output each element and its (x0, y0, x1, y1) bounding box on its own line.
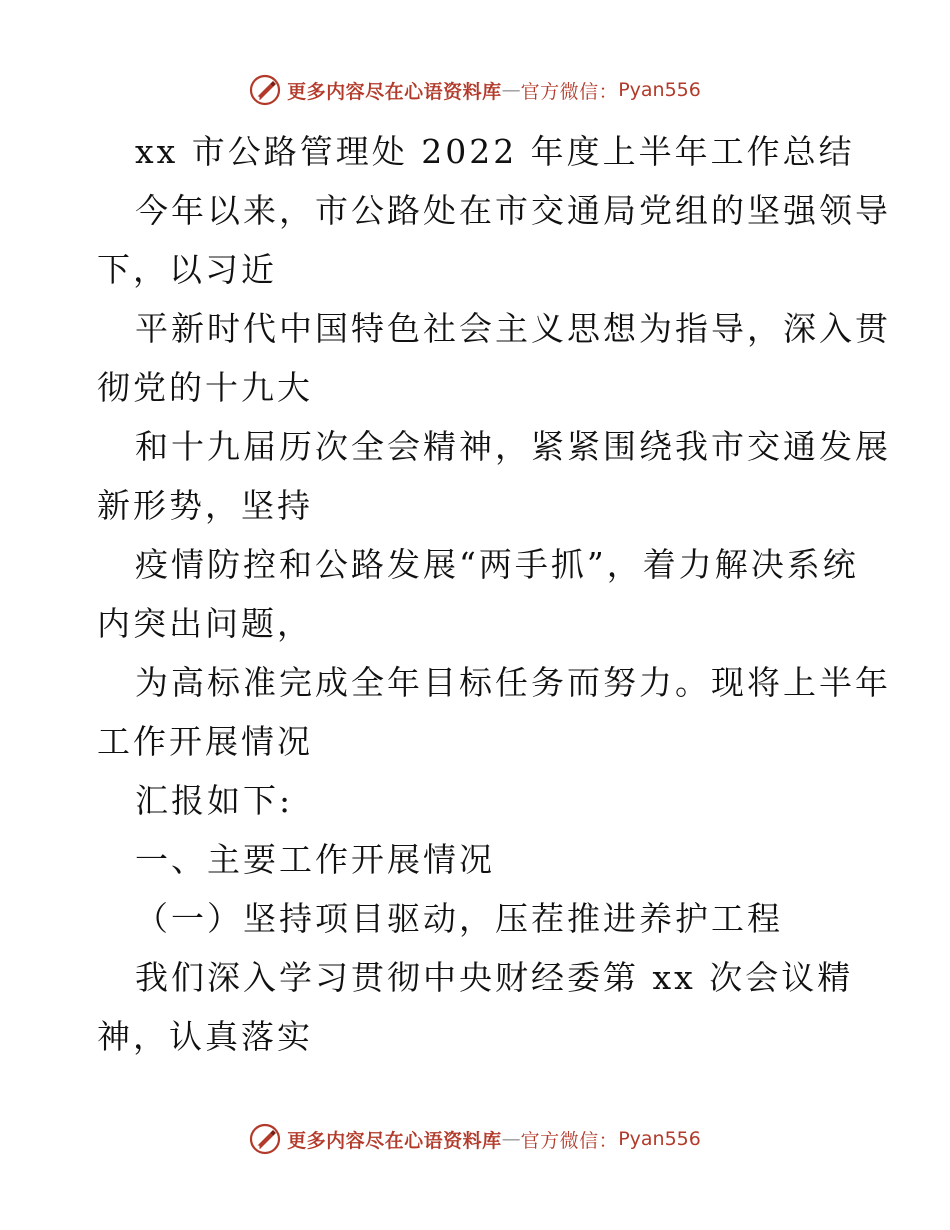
paragraph-line: 新形势，坚持 (97, 486, 313, 525)
banner-wechat-id: Pyan556 (618, 79, 701, 101)
section-heading: 一、主要工作开展情况 (135, 840, 495, 879)
subsection-heading: （一）坚持项目驱动，压茬推进养护工程 (135, 899, 783, 938)
banner-text: 更多内容尽在心语资料库 (287, 80, 502, 103)
document-body (97, 122, 891, 1066)
paragraph-line: 为高标准完成全年目标任务而努力。现将上半年 (135, 663, 891, 702)
paragraph-line: 平新时代中国特色社会主义思想为指导，深入贯 (135, 309, 891, 348)
paragraph-line: 我们深入学习贯彻中央财经委第 xx 次会议精 (135, 958, 854, 997)
paragraph-line: 汇报如下: (135, 781, 294, 820)
paragraph-line: 疫情防控和公路发展“两手抓”，着力解决系统 (135, 545, 859, 584)
paragraph-line: 彻党的十九大 (97, 368, 313, 407)
paragraph-line: 和十九届历次全会精神，紧紧围绕我市交通发展 (135, 427, 891, 466)
banner-text: 更多内容尽在心语资料库 (287, 1129, 502, 1152)
banner-separator: — (501, 1128, 521, 1150)
banner-wechat-id: Pyan556 (618, 1128, 701, 1150)
paragraph-line: 神，认真落实 (97, 1017, 313, 1056)
footer-watermark-banner (0, 1123, 950, 1155)
paragraph-line: 下，以习近 (97, 250, 277, 289)
paragraph-line: 今年以来，市公路处在市交通局党组的坚强领导 (135, 191, 891, 230)
paragraph-line: 工作开展情况 (97, 722, 313, 761)
banner-wechat-label: 官方微信： (520, 80, 619, 103)
header-watermark-banner (0, 74, 950, 106)
pen-logo-icon (249, 74, 281, 106)
paragraph-line: 内突出问题， (97, 604, 313, 643)
document-title: xx 市公路管理处 2022 年度上半年工作总结 (135, 132, 855, 171)
banner-wechat-label: 官方微信： (520, 1129, 619, 1152)
banner-separator: — (501, 79, 521, 101)
pen-logo-icon (249, 1123, 281, 1155)
